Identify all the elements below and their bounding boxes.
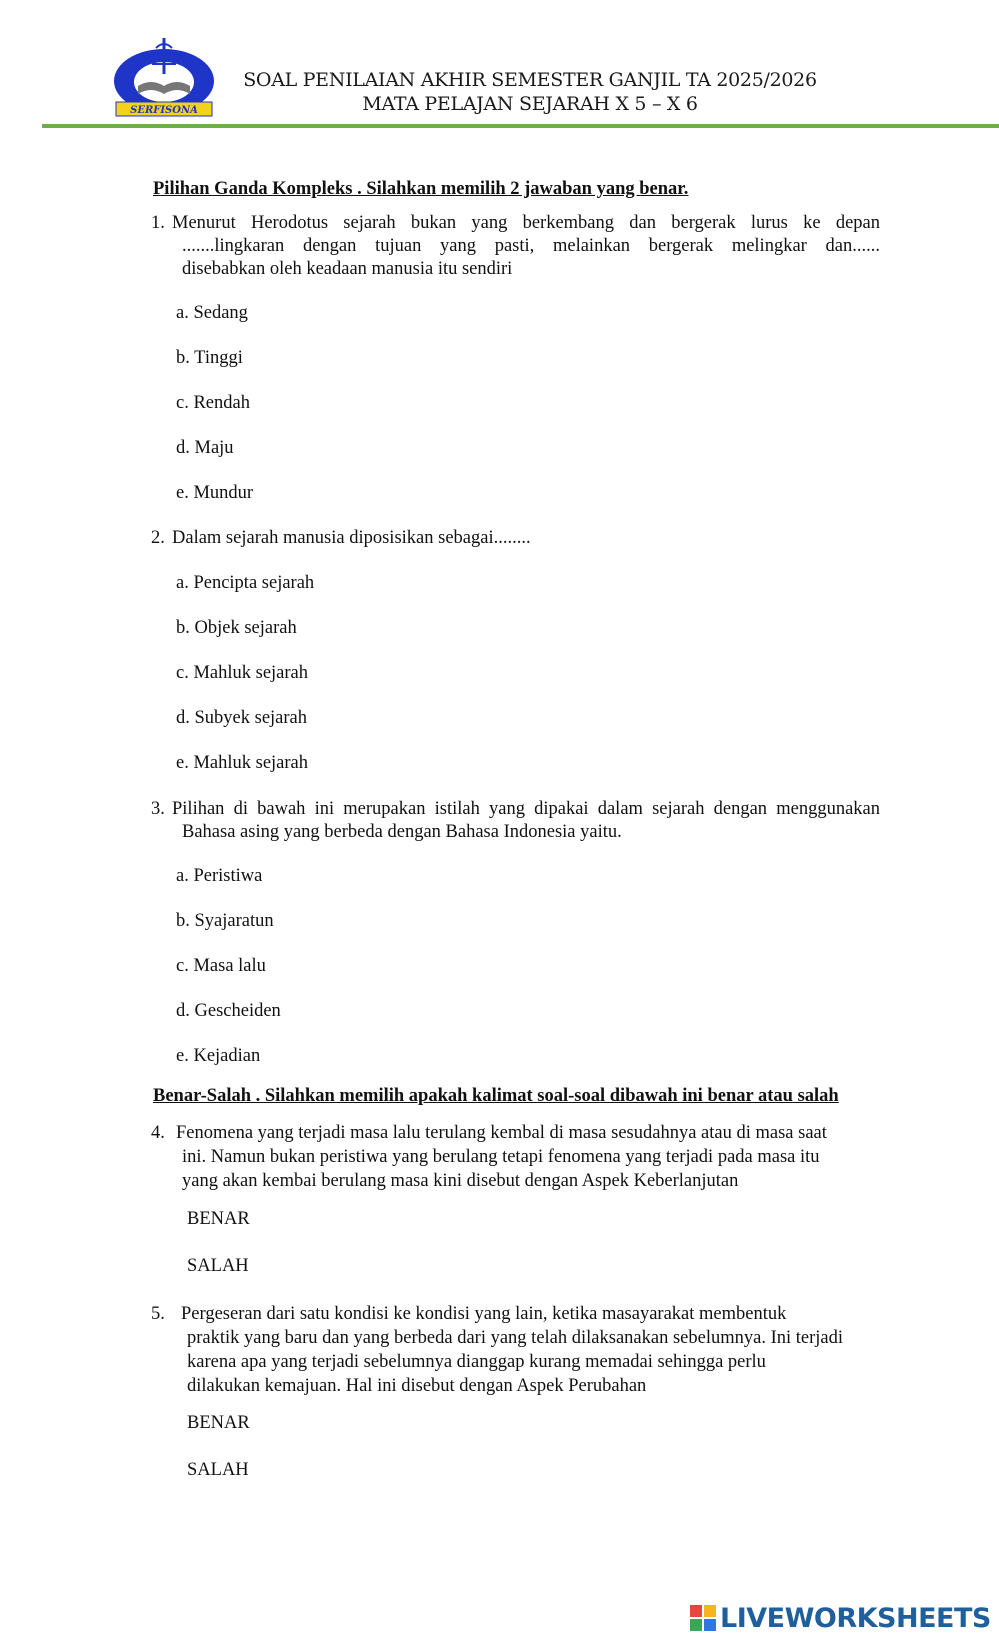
section-heading-true-false: Benar-Salah . Silahkan memilih apakah kalimat soal-soal dibawah ini benar atau salah [153,1086,839,1106]
question-text-line: yang akan kembai berulang masa kini disebut dengan Aspek Keberlanjutan [182,1171,739,1191]
question-text-line: praktik yang baru dan yang berbeda dari yang telah dilaksanakan sebelumnya. Ini terjadi [187,1328,843,1348]
question-text-line: karena apa yang terjadi sebelumnya dianggap kurang memadai sehingga perlu [187,1352,766,1372]
answer-option[interactable]: b. Objek sejarah [176,618,297,638]
answer-option[interactable]: d. Gescheiden [176,1001,281,1021]
section-heading-multiple-choice: Pilihan Ganda Kompleks . Silahkan memilih 2 jawaban yang benar. [153,179,689,199]
question-number: 5. [151,1304,165,1324]
answer-option[interactable]: d. Maju [176,438,234,458]
answer-option[interactable]: c. Mahluk sejarah [176,663,309,683]
answer-option[interactable]: e. Mahluk sejarah [176,753,309,773]
answer-option[interactable]: c. Masa lalu [176,956,266,976]
answer-option[interactable]: c. Rendah [176,393,250,413]
answer-option[interactable]: b. Syajaratun [176,911,274,931]
answer-option[interactable]: a. Pencipta sejarah [176,573,315,593]
liveworksheets-brand [690,1600,991,1636]
question-text-line: Pergeseran dari satu kondisi ke kondisi yang lain, ketika masayarakat membentuk [181,1304,787,1324]
answer-option[interactable]: b. Tinggi [176,348,243,368]
question-text-line: Bahasa asing yang berbeda dengan Bahasa Indonesia yaitu. [182,822,622,842]
false-option[interactable]: SALAH [187,1460,249,1480]
question-text-line: disebabkan oleh keadaan manusia itu sendiri [182,259,513,279]
question-number: 1. [151,213,165,233]
question-number: 3. [151,799,165,819]
question-text-line: dilakukan kemajuan. Hal ini disebut dengan Aspek Perubahan [187,1376,647,1396]
question-text-line: Dalam sejarah manusia diposisikan sebagai........ [172,528,531,548]
false-option[interactable]: SALAH [187,1256,249,1276]
answer-option[interactable]: e. Mundur [176,483,254,503]
answer-option[interactable]: d. Subyek sejarah [176,708,308,728]
question-text-line: Fenomena yang terjadi masa lalu terulang kembal di masa sesudahnya atau di masa saat [176,1123,827,1143]
question-text-line: .......lingkaran dengan tujuan yang pasti, melainkan bergerak melingkar dan...... [182,236,880,256]
true-option[interactable]: BENAR [187,1413,250,1433]
question-text-line: Pilihan di bawah ini merupakan istilah yang dipakai dalam sejarah dengan menggunakan [172,799,880,819]
answer-option[interactable]: a. Peristiwa [176,866,263,886]
question-number: 2. [151,528,165,548]
liveworksheets-icon [690,1605,716,1631]
question-text-line: ini. Namun bukan peristiwa yang berulang tetapi fenomena yang terjadi pada masa itu [182,1147,820,1167]
question-text-line: Menurut Herodotus sejarah bukan yang berkembang dan bergerak lurus ke depan [172,213,880,233]
header-title-line1: SOAL PENILAIAN AKHIR SEMESTER GANJIL TA 2025/2026 [243,69,817,91]
answer-option[interactable]: a. Sedang [176,303,248,323]
header-title-line2: MATA PELAJAN SEJARAH X 5 – X 6 [362,93,698,115]
logo-text: SERFISONA [130,105,198,116]
answer-option[interactable]: e. Kejadian [176,1046,261,1066]
header-divider [42,124,999,128]
question-number: 4. [151,1123,165,1143]
true-option[interactable]: BENAR [187,1209,250,1229]
liveworksheets-wordmark: LIVEWORKSHEETS [720,1602,991,1634]
